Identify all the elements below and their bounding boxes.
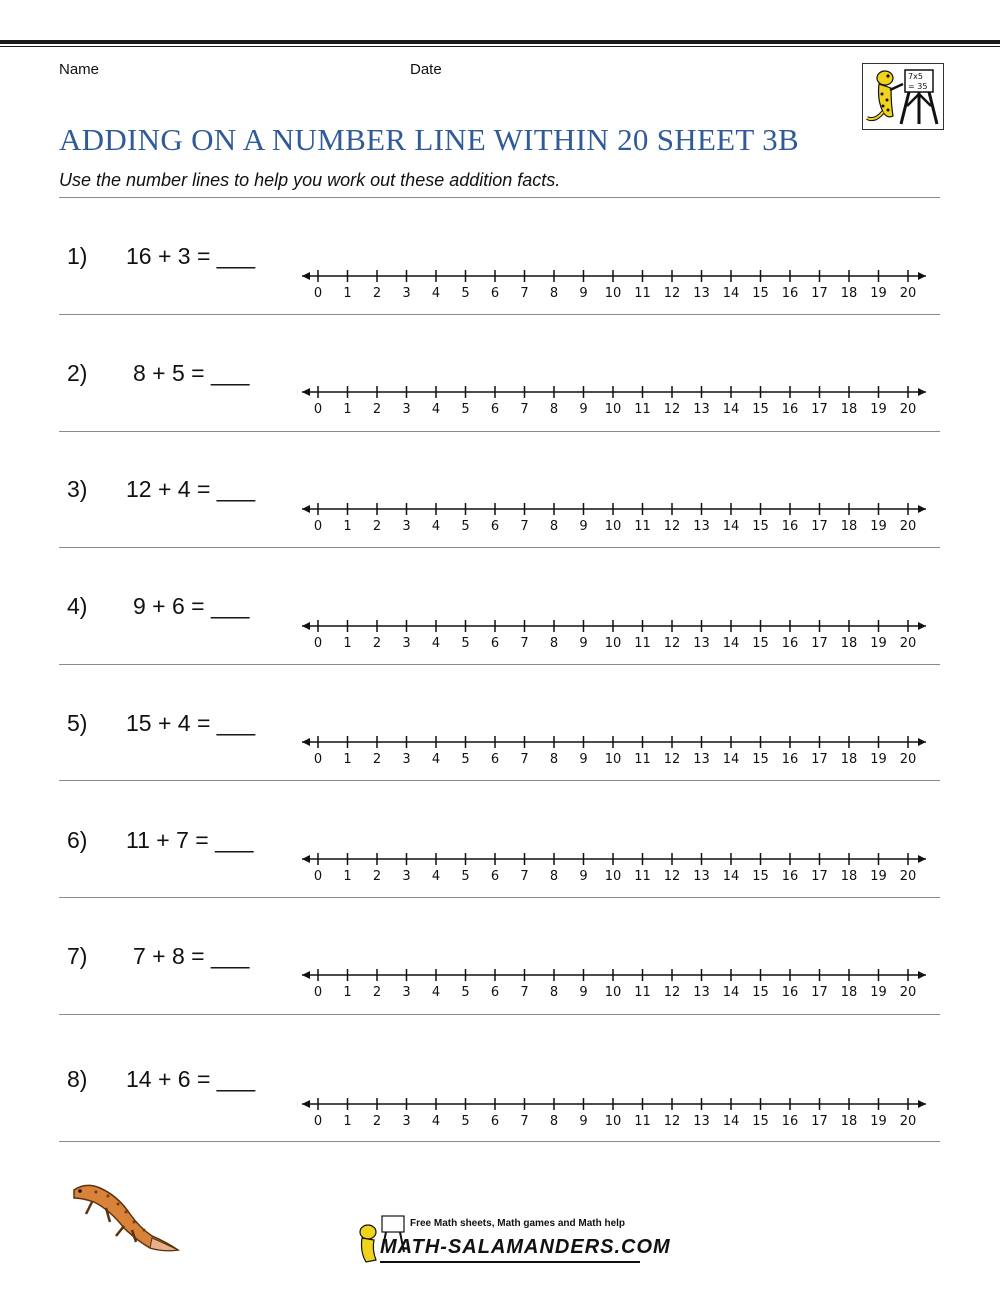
tick-label: 7 (520, 286, 529, 301)
tick-label: 12 (663, 286, 681, 301)
tick-label: 7 (520, 752, 529, 767)
divider (59, 1141, 940, 1142)
name-label: Name (59, 61, 100, 78)
tick-label: 4 (431, 869, 441, 884)
arrow-right-icon (918, 388, 926, 396)
tick-label: 4 (431, 1114, 441, 1129)
tick-label: 13 (693, 636, 710, 651)
question-equation: 11 + 7 = ___ (126, 827, 254, 853)
logo-board-line2: = 35 (908, 82, 928, 91)
tick-label: 6 (490, 985, 500, 1000)
tick-label: 8 (549, 752, 559, 767)
tick-label: 11 (634, 519, 651, 534)
tick-label: 0 (313, 636, 323, 651)
divider (59, 314, 940, 315)
question-equation: 14 + 6 = ___ (126, 1066, 256, 1092)
tick-label: 12 (663, 869, 681, 884)
tick-label: 17 (811, 985, 828, 1000)
tick-label: 15 (752, 1114, 769, 1129)
tick-label: 2 (372, 636, 382, 651)
question-equation: 15 + 4 = ___ (126, 710, 256, 736)
top-rule (0, 40, 1000, 44)
arrow-left-icon (302, 272, 310, 280)
instructions: Use the number lines to help you work out these addition facts. (59, 170, 561, 190)
tick-label: 6 (490, 752, 500, 767)
tick-label: 15 (752, 752, 769, 767)
tick-label: 14 (722, 1114, 740, 1129)
question-equation: 16 + 3 = ___ (126, 243, 256, 269)
tick-label: 19 (870, 402, 887, 417)
tick-label: 11 (634, 1114, 651, 1129)
tick-label: 8 (549, 519, 559, 534)
tick-label: 18 (840, 985, 858, 1000)
tick-label: 11 (634, 985, 651, 1000)
tick-label: 8 (549, 1114, 559, 1129)
tick-label: 7 (520, 1114, 529, 1129)
tick-label: 12 (663, 636, 681, 651)
tick-label: 17 (811, 519, 828, 534)
question-number: 5) (67, 710, 88, 736)
tick-label: 11 (634, 402, 651, 417)
tick-label: 10 (604, 286, 622, 301)
number-line (290, 374, 940, 424)
tick-label: 7 (520, 985, 529, 1000)
arrow-right-icon (918, 1100, 926, 1108)
arrow-left-icon (302, 855, 310, 863)
tick-label: 9 (579, 286, 588, 301)
tick-label: 6 (490, 869, 500, 884)
tick-label: 9 (579, 519, 588, 534)
tick-label: 12 (663, 752, 681, 767)
tick-label: 3 (402, 985, 411, 1000)
tick-label: 5 (461, 519, 470, 534)
arrow-left-icon (302, 505, 310, 513)
arrow-right-icon (918, 971, 926, 979)
tick-label: 1 (343, 519, 352, 534)
tick-label: 4 (431, 752, 441, 767)
top-rule-thin (0, 46, 1000, 47)
tick-label: 18 (840, 402, 858, 417)
tick-label: 18 (840, 869, 858, 884)
tick-label: 2 (372, 869, 382, 884)
tick-label: 14 (722, 752, 740, 767)
divider (59, 897, 940, 898)
tick-label: 20 (899, 402, 917, 417)
tick-label: 3 (402, 752, 411, 767)
arrow-left-icon (302, 1100, 310, 1108)
tick-label: 11 (634, 869, 651, 884)
divider (59, 664, 940, 665)
question-number: 1) (67, 243, 88, 269)
divider (59, 780, 940, 781)
tick-label: 14 (722, 985, 740, 1000)
tick-label: 19 (870, 985, 887, 1000)
tick-label: 14 (722, 402, 740, 417)
tick-label: 20 (899, 636, 917, 651)
tick-label: 2 (372, 752, 382, 767)
tick-label: 8 (549, 636, 559, 651)
tick-label: 17 (811, 286, 828, 301)
arrow-left-icon (302, 388, 310, 396)
question-equation: 7 + 8 = ___ (133, 943, 250, 969)
divider (59, 197, 940, 198)
tick-label: 4 (431, 286, 441, 301)
tick-label: 17 (811, 636, 828, 651)
arrow-right-icon (918, 622, 926, 630)
tick-label: 13 (693, 985, 710, 1000)
tick-label: 10 (604, 869, 622, 884)
tick-label: 16 (781, 636, 799, 651)
tick-label: 3 (402, 1114, 411, 1129)
tick-label: 2 (372, 286, 382, 301)
divider (59, 547, 940, 548)
tick-label: 16 (781, 985, 799, 1000)
tick-label: 1 (343, 985, 352, 1000)
number-line (290, 258, 940, 308)
tick-label: 1 (343, 402, 352, 417)
tick-label: 6 (490, 519, 500, 534)
salamander-teacher-icon (862, 63, 944, 130)
question-number: 4) (67, 593, 88, 619)
tick-label: 9 (579, 752, 588, 767)
tick-label: 18 (840, 286, 858, 301)
tick-label: 20 (899, 1114, 917, 1129)
question-number: 7) (67, 943, 88, 969)
tick-label: 2 (372, 519, 382, 534)
tick-label: 19 (870, 869, 887, 884)
tick-label: 17 (811, 1114, 828, 1129)
number-line (290, 957, 940, 1007)
tick-label: 1 (343, 286, 352, 301)
tick-label: 0 (313, 985, 323, 1000)
tick-label: 19 (870, 519, 887, 534)
date-label: Date (410, 61, 442, 78)
tick-label: 0 (313, 752, 323, 767)
tick-label: 15 (752, 985, 769, 1000)
tick-label: 3 (402, 519, 411, 534)
tick-label: 10 (604, 636, 622, 651)
divider (59, 1014, 940, 1015)
tick-label: 20 (899, 519, 917, 534)
tick-label: 15 (752, 636, 769, 651)
tick-label: 1 (343, 869, 352, 884)
question-equation: 9 + 6 = ___ (133, 593, 250, 619)
tick-label: 4 (431, 985, 441, 1000)
tick-label: 10 (604, 402, 622, 417)
salamander-icon (66, 1178, 186, 1258)
tick-label: 10 (604, 752, 622, 767)
question-equation: 12 + 4 = ___ (126, 476, 256, 502)
tick-label: 12 (663, 519, 681, 534)
tick-label: 13 (693, 286, 710, 301)
tick-label: 16 (781, 869, 799, 884)
tick-label: 19 (870, 636, 887, 651)
tick-label: 17 (811, 752, 828, 767)
tick-label: 8 (549, 985, 559, 1000)
tick-label: 6 (490, 402, 500, 417)
tick-label: 20 (899, 985, 917, 1000)
tick-label: 2 (372, 985, 382, 1000)
logo-board-line1: 7x5 (908, 72, 923, 81)
tick-label: 9 (579, 636, 588, 651)
tick-label: 0 (313, 519, 323, 534)
tick-label: 20 (899, 869, 917, 884)
question-number: 2) (67, 360, 88, 386)
tick-label: 15 (752, 286, 769, 301)
tick-label: 14 (722, 869, 740, 884)
tick-label: 16 (781, 286, 799, 301)
tick-label: 20 (899, 286, 917, 301)
tick-label: 4 (431, 636, 441, 651)
tick-label: 8 (549, 286, 559, 301)
tick-label: 5 (461, 286, 470, 301)
tick-label: 10 (604, 985, 622, 1000)
tick-label: 12 (663, 1114, 681, 1129)
tick-label: 5 (461, 869, 470, 884)
tick-label: 13 (693, 402, 710, 417)
page-title: ADDING ON A NUMBER LINE WITHIN 20 SHEET 3B (59, 122, 799, 157)
tick-label: 14 (722, 519, 740, 534)
tick-label: 11 (634, 752, 651, 767)
tick-label: 5 (461, 402, 470, 417)
tick-label: 5 (461, 1114, 470, 1129)
tick-label: 14 (722, 636, 740, 651)
tick-label: 3 (402, 286, 411, 301)
tick-label: 1 (343, 752, 352, 767)
tick-label: 20 (899, 752, 917, 767)
tick-label: 13 (693, 1114, 710, 1129)
tick-label: 13 (693, 869, 710, 884)
tick-label: 2 (372, 1114, 382, 1129)
tick-label: 11 (634, 286, 651, 301)
number-line (290, 724, 940, 774)
question-number: 3) (67, 476, 88, 502)
footer-tagline: Free Math sheets, Math games and Math help (410, 1218, 626, 1229)
tick-label: 0 (313, 869, 323, 884)
tick-label: 9 (579, 869, 588, 884)
tick-label: 5 (461, 636, 470, 651)
tick-label: 7 (520, 519, 529, 534)
tick-label: 16 (781, 519, 799, 534)
divider (59, 431, 940, 432)
tick-label: 12 (663, 402, 681, 417)
tick-label: 19 (870, 752, 887, 767)
question-equation: 8 + 5 = ___ (133, 360, 250, 386)
tick-label: 0 (313, 286, 323, 301)
tick-label: 16 (781, 402, 799, 417)
arrow-right-icon (918, 505, 926, 513)
tick-label: 0 (313, 402, 323, 417)
tick-label: 4 (431, 519, 441, 534)
tick-label: 7 (520, 869, 529, 884)
tick-label: 19 (870, 286, 887, 301)
tick-label: 11 (634, 636, 651, 651)
tick-label: 10 (604, 1114, 622, 1129)
tick-label: 17 (811, 402, 828, 417)
arrow-left-icon (302, 971, 310, 979)
arrow-right-icon (918, 272, 926, 280)
arrow-right-icon (918, 738, 926, 746)
tick-label: 7 (520, 636, 529, 651)
tick-label: 8 (549, 402, 559, 417)
tick-label: 13 (693, 519, 710, 534)
tick-label: 16 (781, 752, 799, 767)
tick-label: 6 (490, 1114, 500, 1129)
tick-label: 12 (663, 985, 681, 1000)
footer-site-name[interactable]: MATH-SALAMANDERS.COM (380, 1236, 671, 1258)
tick-label: 0 (313, 1114, 323, 1129)
tick-label: 15 (752, 869, 769, 884)
tick-label: 6 (490, 636, 500, 651)
tick-label: 2 (372, 402, 382, 417)
tick-label: 19 (870, 1114, 887, 1129)
tick-label: 18 (840, 519, 858, 534)
arrow-left-icon (302, 622, 310, 630)
tick-label: 18 (840, 752, 858, 767)
number-line (290, 608, 940, 658)
tick-label: 1 (343, 1114, 352, 1129)
tick-label: 9 (579, 402, 588, 417)
tick-label: 15 (752, 519, 769, 534)
tick-label: 9 (579, 1114, 588, 1129)
tick-label: 13 (693, 752, 710, 767)
tick-label: 8 (549, 869, 559, 884)
question-number: 6) (67, 827, 88, 853)
tick-label: 14 (722, 286, 740, 301)
tick-label: 15 (752, 402, 769, 417)
tick-label: 9 (579, 985, 588, 1000)
arrow-right-icon (918, 855, 926, 863)
number-line (290, 491, 940, 541)
tick-label: 10 (604, 519, 622, 534)
tick-label: 6 (490, 286, 500, 301)
tick-label: 3 (402, 402, 411, 417)
tick-label: 3 (402, 869, 411, 884)
tick-label: 16 (781, 1114, 799, 1129)
number-line (290, 1086, 940, 1136)
tick-label: 18 (840, 636, 858, 651)
tick-label: 4 (431, 402, 441, 417)
tick-label: 5 (461, 752, 470, 767)
arrow-left-icon (302, 738, 310, 746)
question-number: 8) (67, 1066, 88, 1092)
tick-label: 3 (402, 636, 411, 651)
number-line (290, 841, 940, 891)
tick-label: 5 (461, 985, 470, 1000)
tick-label: 7 (520, 402, 529, 417)
tick-label: 17 (811, 869, 828, 884)
tick-label: 18 (840, 1114, 858, 1129)
tick-label: 1 (343, 636, 352, 651)
